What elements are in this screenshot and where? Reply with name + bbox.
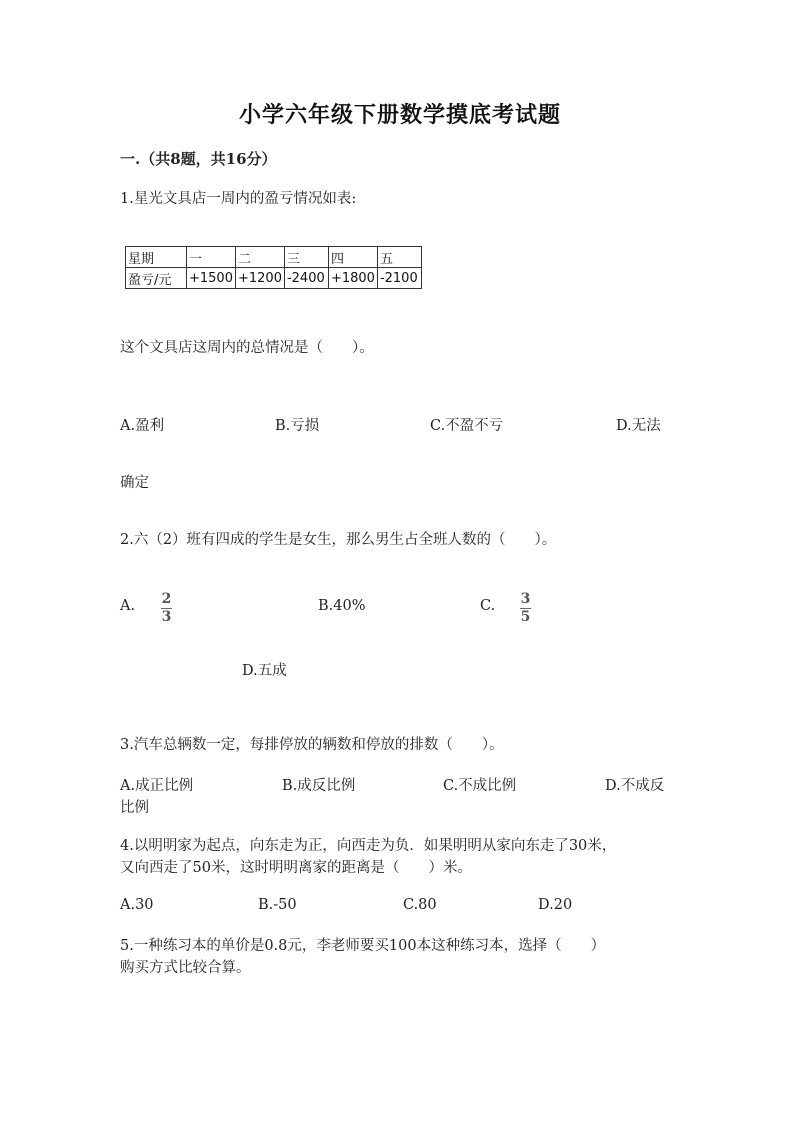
q4-option-c[interactable]: C.80 [403,897,437,913]
q1-question: 这个文具店这周内的总情况是（ ）。 [120,340,374,356]
profit-table [125,246,422,289]
table-cell: +1500 [187,268,236,289]
q2-option-c-fraction [520,592,531,625]
q4-stem-line1: 4.以明明家为起点，向东走为正，向西走为负．如果明明从家向东走了30米， [120,838,617,854]
q2-option-c-label[interactable]: C. [480,598,496,614]
q2-option-b[interactable]: B.40% [318,598,366,614]
q1-option-d[interactable]: D.无法 [616,418,661,434]
table-cell: -2400 [284,268,328,289]
denominator: 3 [161,609,172,625]
table-cell: +1200 [235,268,284,289]
q2-stem: 2.六（2）班有四成的学生是女生，那么男生占全班人数的（ ）。 [120,532,557,548]
numerator: 2 [161,591,172,607]
q3-option-d-continued: 比例 [120,800,149,816]
section-heading: 一.（共8题，共16分） [120,150,277,168]
table-cell: 五 [377,247,421,268]
page-title: 小学六年级下册数学摸底考试题 [238,102,561,128]
q4-option-a[interactable]: A.30 [120,897,154,913]
q2-option-a-fraction [161,592,172,625]
table-cell: -2100 [377,268,421,289]
denominator: 5 [520,609,531,625]
q1-option-b[interactable]: B.亏损 [275,418,320,434]
q3-option-d[interactable]: D.不成反 [605,778,665,794]
q3-option-b[interactable]: B.成反比例 [282,778,356,794]
q5-stem-line1: 5.一种练习本的单价是0.8元，李老师要买100本这种练习本，选择（ ） [120,938,606,954]
q5-stem-line2: 购买方式比较合算。 [120,960,251,976]
q2-option-d[interactable]: D.五成 [242,663,287,679]
q2-option-a-label[interactable]: A. [120,598,136,614]
table-cell: 盈亏/元 [126,268,187,289]
q4-option-d[interactable]: D.20 [538,897,573,913]
q1-stem: 1.星光文具店一周内的盈亏情况如表: [120,191,357,207]
table-cell: +1800 [328,268,377,289]
table-header-row [126,247,422,268]
numerator: 3 [520,591,531,607]
table-cell: 一 [187,247,236,268]
table-cell: 四 [328,247,377,268]
table-row [126,268,422,289]
q4-stem-line2: 又向西走了50米，这时明明离家的距离是（ ）米。 [120,860,472,876]
table-cell: 二 [235,247,284,268]
q1-option-a[interactable]: A.盈利 [120,418,165,434]
table-cell: 星期 [126,247,187,268]
q1-option-d-continued: 确定 [120,475,149,491]
q3-option-c[interactable]: C.不成比例 [443,778,517,794]
q3-option-a[interactable]: A.成正比例 [120,778,194,794]
q1-option-c[interactable]: C.不盈不亏 [430,418,504,434]
q3-stem: 3.汽车总辆数一定，每排停放的辆数和停放的排数（ ）。 [120,737,504,753]
table-cell: 三 [284,247,328,268]
q4-option-b[interactable]: B.-50 [258,897,297,913]
